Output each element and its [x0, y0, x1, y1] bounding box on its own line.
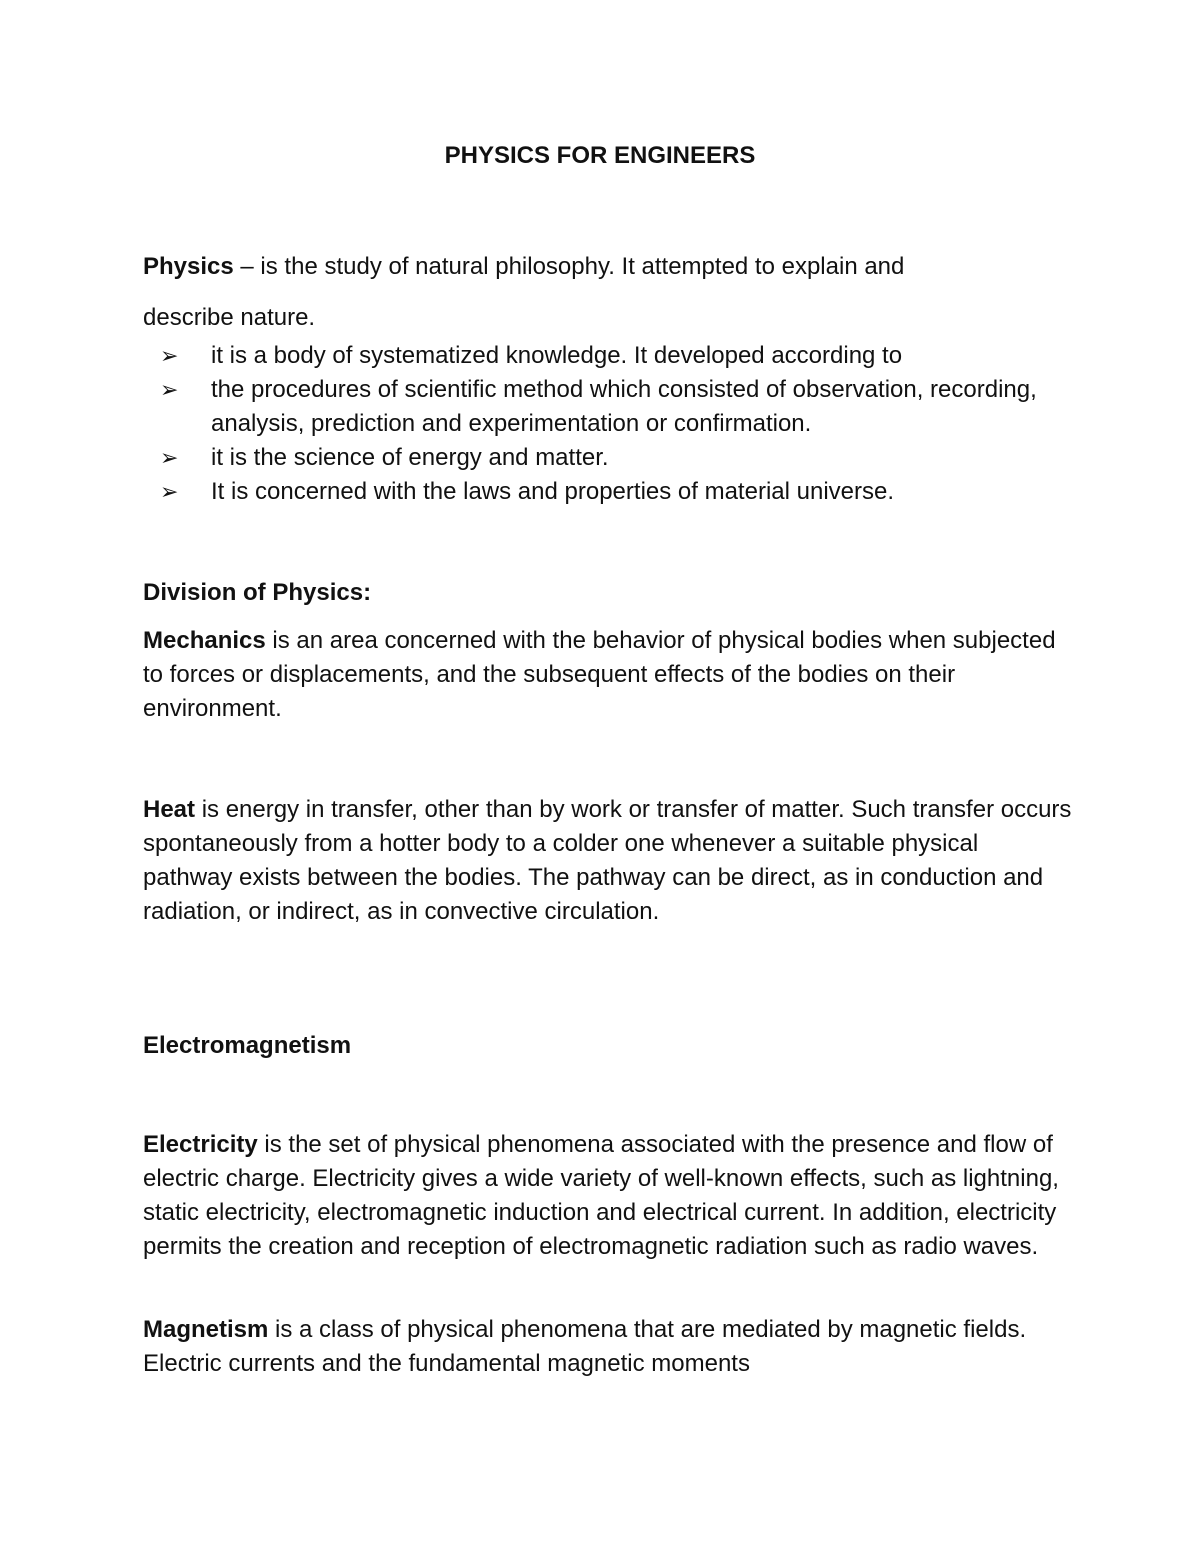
bullet-text: It is concerned with the laws and properties of material universe. — [211, 478, 895, 505]
arrow-bullet-icon: ➢ — [160, 479, 179, 504]
heat-text: is energy in transfer, other than by work or transfer of matter. Such transfer occurs spontaneously from a hotter body to a colder one whenever a suitable physical pathway exists between the bodies. The pathway can be direct, as in conduction and radiation, or indirect, as in convective circulation. — [143, 796, 1072, 925]
magnetism-text: is a class of physical phenomena that are mediated by magnetic fields. Electric currents and the fundamental magnetic moments — [143, 1316, 1027, 1377]
physics-definition-line2: describe nature. — [143, 304, 316, 331]
electromagnetism-heading: Electromagnetism — [143, 1032, 352, 1059]
arrow-bullet-icon: ➢ — [160, 377, 179, 402]
physics-bullet-list — [160, 339, 1080, 509]
magnetism-term: Magnetism — [143, 1316, 269, 1343]
electricity-paragraph — [143, 1128, 1073, 1264]
heat-paragraph — [143, 793, 1073, 929]
list-item — [160, 475, 1080, 509]
bullet-text: the procedures of scientific method which consisted of observation, recording, analysis, prediction and experimentation or confirmation. — [211, 376, 1037, 437]
physics-dash: – — [233, 253, 261, 280]
document-title: PHYSICS FOR ENGINEERS — [444, 142, 756, 169]
physics-definition-line1: is the study of natural philosophy. It attempted to explain and — [260, 253, 905, 280]
heat-term: Heat — [143, 796, 196, 823]
list-item — [160, 339, 1080, 373]
magnetism-paragraph — [143, 1313, 1073, 1381]
list-item — [160, 441, 1080, 475]
bullet-text: it is a body of systematized knowledge. It developed according to — [211, 342, 903, 369]
bullet-text: it is the science of energy and matter. — [211, 444, 609, 471]
electricity-term: Electricity — [143, 1131, 258, 1158]
mechanics-text: is an area concerned with the behavior of physical bodies when subjected to forces or displacements, and the subsequent effects of the bodies on their environment. — [143, 627, 1056, 722]
arrow-bullet-icon: ➢ — [160, 445, 179, 470]
electricity-text: is the set of physical phenomena associated with the presence and flow of electric charge. Electricity gives a wide variety of well-known effects, such as lightning, static electricity, electromagnetic induction and electrical current. In addition, electricity permits the creation and reception of electromagnetic radiation such as radio waves. — [143, 1131, 1059, 1260]
mechanics-term: Mechanics — [143, 627, 266, 654]
physics-definition — [143, 241, 1073, 343]
mechanics-paragraph — [143, 624, 1073, 726]
physics-term: Physics — [143, 253, 234, 280]
division-heading: Division of Physics: — [143, 579, 372, 606]
arrow-bullet-icon: ➢ — [160, 343, 179, 368]
list-item — [160, 373, 1080, 441]
